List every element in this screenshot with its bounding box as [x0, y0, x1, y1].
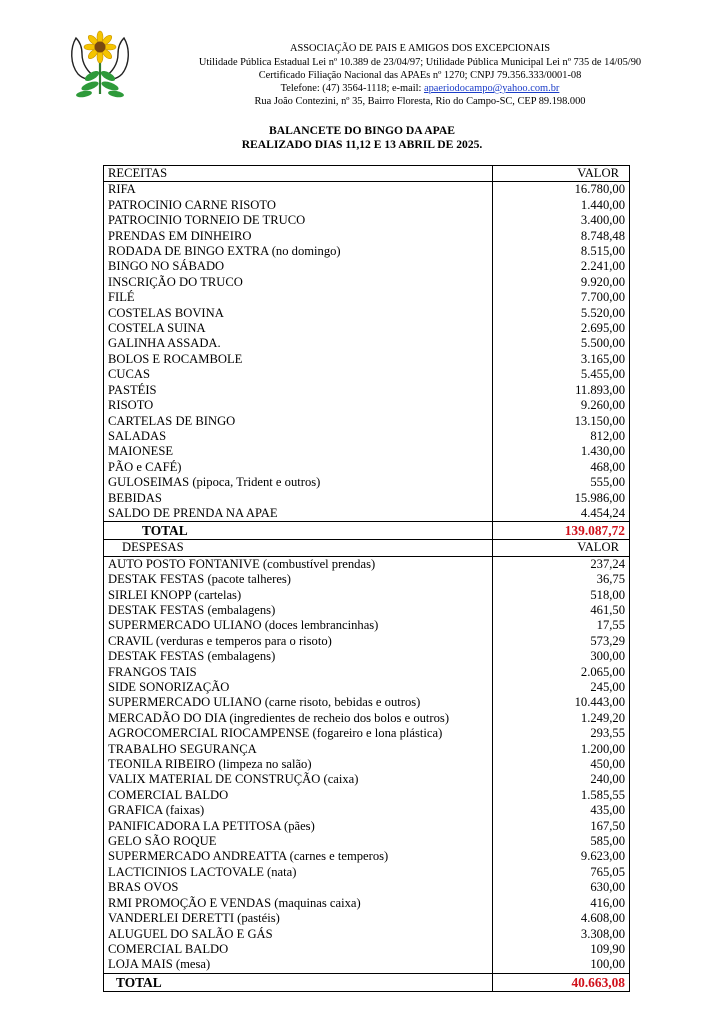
despesa-row [104, 726, 630, 741]
receita-row [104, 414, 630, 429]
receita-row-desc: RIFA [104, 182, 493, 198]
receita-row-value: 7.700,00 [493, 290, 630, 305]
receita-row-desc: COSTELA SUINA [104, 321, 493, 336]
receita-row-value: 16.780,00 [493, 182, 630, 198]
receita-row-desc: RODADA DE BINGO EXTRA (no domingo) [104, 244, 493, 259]
receita-row [104, 275, 630, 290]
despesa-row [104, 803, 630, 818]
despesa-row-desc: DESTAK FESTAS (embalagens) [104, 603, 493, 618]
receita-row-value: 5.500,00 [493, 336, 630, 351]
despesa-row-desc: DESTAK FESTAS (pacote talheres) [104, 572, 493, 587]
receita-row [104, 491, 630, 506]
receita-row-desc: RISOTO [104, 398, 493, 413]
despesa-row [104, 649, 630, 664]
despesa-row-desc: VANDERLEI DERETTI (pastéis) [104, 911, 493, 926]
despesa-row-value: 1.200,00 [493, 742, 630, 757]
despesa-row [104, 680, 630, 695]
despesa-row-desc: RMI PROMOÇÃO E VENDAS (maquinas caixa) [104, 896, 493, 911]
despesa-row [104, 603, 630, 618]
receita-row [104, 244, 630, 259]
phone-text: Telefone: (47) 3564-1118; e-mail: [280, 83, 424, 94]
despesa-row [104, 957, 630, 973]
receitas-header-row [104, 166, 630, 182]
despesa-row-value: 630,00 [493, 880, 630, 895]
despesa-row [104, 572, 630, 587]
receita-row-value: 5.520,00 [493, 306, 630, 321]
email-link[interactable]: apaeriodocampo@yahoo.com.br [423, 83, 560, 94]
despesa-row [104, 634, 630, 649]
receita-row [104, 367, 630, 382]
receita-row-value: 3.400,00 [493, 213, 630, 228]
receita-row [104, 460, 630, 475]
receita-row [104, 182, 630, 198]
receita-row-value: 13.150,00 [493, 414, 630, 429]
receita-row [104, 506, 630, 522]
receita-row-desc: PÃO e CAFÉ) [104, 460, 493, 475]
receita-row-desc: INSCRIÇÃO DO TRUCO [104, 275, 493, 290]
despesa-row-desc: SUPERMERCADO ULIANO (carne risoto, bebidas e outros) [104, 695, 493, 710]
receita-row-desc: PATROCINIO CARNE RISOTO [104, 198, 493, 213]
despesa-row-value: 36,75 [493, 572, 630, 587]
despesas-total-row-value: 40.663,08 [493, 973, 630, 991]
receita-row [104, 475, 630, 490]
despesa-row-desc: DESTAK FESTAS (embalagens) [104, 649, 493, 664]
receita-row [104, 444, 630, 459]
despesa-row-value: 4.608,00 [493, 911, 630, 926]
receita-row-value: 468,00 [493, 460, 630, 475]
despesa-row-desc: TRABALHO SEGURANÇA [104, 742, 493, 757]
despesa-row [104, 911, 630, 926]
despesa-row [104, 695, 630, 710]
despesa-row [104, 834, 630, 849]
sunflower-hands-logo [66, 24, 134, 100]
despesa-row-value: 167,50 [493, 819, 630, 834]
receita-row-value: 11.893,00 [493, 383, 630, 398]
despesa-row-value: 435,00 [493, 803, 630, 818]
receita-row-value: 2.241,00 [493, 259, 630, 274]
despesa-row [104, 588, 630, 603]
despesa-row-desc: FRANGOS TAIS [104, 665, 493, 680]
despesa-row-value: 416,00 [493, 896, 630, 911]
despesa-row [104, 556, 630, 572]
receita-row-value: 1.440,00 [493, 198, 630, 213]
document-title: BALANCETE DO BINGO DA APAE [269, 124, 455, 137]
despesa-row-value: 573,29 [493, 634, 630, 649]
address-info: Rua João Contezini, nº 35, Bairro Floresta, Rio do Campo-SC, CEP 89.198.000 [254, 96, 586, 107]
receitas-total-row-value: 139.087,72 [493, 522, 630, 540]
receita-row-desc: CARTELAS DE BINGO [104, 414, 493, 429]
despesa-row-value: 300,00 [493, 649, 630, 664]
receita-row-value: 5.455,00 [493, 367, 630, 382]
receita-row-desc: MAIONESE [104, 444, 493, 459]
despesa-row [104, 788, 630, 803]
receita-row-value: 2.695,00 [493, 321, 630, 336]
receita-row [104, 198, 630, 213]
despesa-row-value: 461,50 [493, 603, 630, 618]
despesa-row-value: 237,24 [493, 556, 630, 572]
despesa-row [104, 880, 630, 895]
receita-row-value: 3.165,00 [493, 352, 630, 367]
receita-row-desc: CUCAS [104, 367, 493, 382]
despesas-header-row-value: VALOR [493, 540, 630, 556]
receita-row-desc: FILÉ [104, 290, 493, 305]
despesa-row-value: 585,00 [493, 834, 630, 849]
despesa-row-desc: AUTO POSTO FONTANIVE (combustível prendas) [104, 556, 493, 572]
despesa-row-value: 3.308,00 [493, 927, 630, 942]
receita-row-desc: COSTELAS BOVINA [104, 306, 493, 321]
receita-row-desc: PRENDAS EM DINHEIRO [104, 229, 493, 244]
despesa-row-desc: SIRLEI KNOPP (cartelas) [104, 588, 493, 603]
despesa-row-value: 1.249,20 [493, 711, 630, 726]
despesa-row-value: 765,05 [493, 865, 630, 880]
despesa-row-desc: BRAS OVOS [104, 880, 493, 895]
despesa-row-desc: PANIFICADORA LA PETITOSA (pães) [104, 819, 493, 834]
despesa-row [104, 711, 630, 726]
despesa-row-value: 1.585,55 [493, 788, 630, 803]
association-name: ASSOCIAÇÃO DE PAIS E AMIGOS DOS EXCEPCIONAIS [290, 43, 550, 54]
despesa-row-desc: COMERCIAL BALDO [104, 942, 493, 957]
despesa-row-value: 109,90 [493, 942, 630, 957]
despesa-row [104, 865, 630, 880]
receita-row [104, 321, 630, 336]
receita-row-value: 9.920,00 [493, 275, 630, 290]
receita-row-value: 15.986,00 [493, 491, 630, 506]
receita-row [104, 429, 630, 444]
receitas-header-label: RECEITAS [104, 166, 493, 182]
receita-row-value: 555,00 [493, 475, 630, 490]
despesas-header-row-desc: DESPESAS [104, 540, 493, 556]
despesa-row [104, 942, 630, 957]
despesa-row-value: 450,00 [493, 757, 630, 772]
despesa-row-value: 2.065,00 [493, 665, 630, 680]
despesa-row-value: 10.443,00 [493, 695, 630, 710]
despesa-row-value: 245,00 [493, 680, 630, 695]
despesa-row-value: 17,55 [493, 618, 630, 633]
receita-row [104, 229, 630, 244]
despesa-row-desc: SIDE SONORIZAÇÃO [104, 680, 493, 695]
document-subtitle: REALIZADO DIAS 11,12 E 13 ABRIL DE 2025. [241, 138, 483, 151]
despesa-row-desc: SUPERMERCADO ANDREATTA (carnes e temperos) [104, 849, 493, 864]
despesa-row [104, 849, 630, 864]
despesas-total-row-desc: TOTAL [104, 973, 493, 991]
despesa-row [104, 927, 630, 942]
despesa-row-desc: VALIX MATERIAL DE CONSTRUÇÃO (caixa) [104, 772, 493, 787]
despesa-row-desc: MERCADÃO DO DIA (ingredientes de recheio dos bolos e outros) [104, 711, 493, 726]
receita-row-desc: BOLOS E ROCAMBOLE [104, 352, 493, 367]
despesa-row-desc: COMERCIAL BALDO [104, 788, 493, 803]
utility-info: Utilidade Pública Estadual Lei nº 10.389 de 23/04/97; Utilidade Pública Municipal Lei nº 735 de 14/05/90 [198, 57, 642, 68]
despesa-row-desc: GELO SÃO ROQUE [104, 834, 493, 849]
receita-row-value: 4.454,24 [493, 506, 630, 522]
despesa-row-value: 240,00 [493, 772, 630, 787]
receita-row-desc: PASTÉIS [104, 383, 493, 398]
receita-row-desc: PATROCINIO TORNEIO DE TRUCO [104, 213, 493, 228]
receita-row-desc: BINGO NO SÁBADO [104, 259, 493, 274]
receita-row [104, 290, 630, 305]
despesa-row [104, 757, 630, 772]
despesa-row-value: 293,55 [493, 726, 630, 741]
despesa-row [104, 665, 630, 680]
despesas-total-row [104, 973, 630, 991]
despesa-row [104, 896, 630, 911]
receita-row-desc: BEBIDAS [104, 491, 493, 506]
despesa-row [104, 742, 630, 757]
despesa-row-desc: SUPERMERCADO ULIANO (doces lembrancinhas) [104, 618, 493, 633]
receita-row-value: 8.748,48 [493, 229, 630, 244]
receita-row [104, 336, 630, 351]
despesa-row-desc: GRAFICA (faixas) [104, 803, 493, 818]
receita-row-value: 1.430,00 [493, 444, 630, 459]
despesa-row-desc: LACTICINIOS LACTOVALE (nata) [104, 865, 493, 880]
receita-row-desc: SALADAS [104, 429, 493, 444]
receita-row-desc: SALDO DE PRENDA NA APAE [104, 506, 493, 522]
receita-row-desc: GALINHA ASSADA. [104, 336, 493, 351]
receita-row [104, 383, 630, 398]
receita-row [104, 213, 630, 228]
receita-row [104, 259, 630, 274]
receita-row-value: 9.260,00 [493, 398, 630, 413]
receitas-total-row [104, 522, 630, 540]
receita-row-value: 812,00 [493, 429, 630, 444]
despesa-row-desc: LOJA MAIS (mesa) [104, 957, 493, 973]
despesa-row [104, 772, 630, 787]
receita-row [104, 352, 630, 367]
despesa-row-desc: CRAVIL (verduras e temperos para o risoto) [104, 634, 493, 649]
balance-table [103, 165, 630, 992]
despesa-row-value: 518,00 [493, 588, 630, 603]
receita-row [104, 398, 630, 413]
despesa-row-desc: TEONILA RIBEIRO (limpeza no salão) [104, 757, 493, 772]
receitas-header-value: VALOR [493, 166, 630, 182]
receitas-total-row-desc: TOTAL [104, 522, 493, 540]
despesa-row [104, 819, 630, 834]
receita-row-desc: GULOSEIMAS (pipoca, Trident e outros) [104, 475, 493, 490]
despesa-row-desc: AGROCOMERCIAL RIOCAMPENSE (fogareiro e lona plástica) [104, 726, 493, 741]
despesa-row-value: 9.623,00 [493, 849, 630, 864]
despesas-header-row [104, 540, 630, 556]
contact-info [150, 82, 690, 96]
receita-row [104, 306, 630, 321]
despesa-row-desc: ALUGUEL DO SALÃO E GÁS [104, 927, 493, 942]
despesa-row [104, 618, 630, 633]
despesa-row-value: 100,00 [493, 957, 630, 973]
certificate-info: Certificado Filiação Nacional das APAEs nº 1270; CNPJ 79.356.333/0001-08 [258, 70, 582, 81]
receita-row-value: 8.515,00 [493, 244, 630, 259]
